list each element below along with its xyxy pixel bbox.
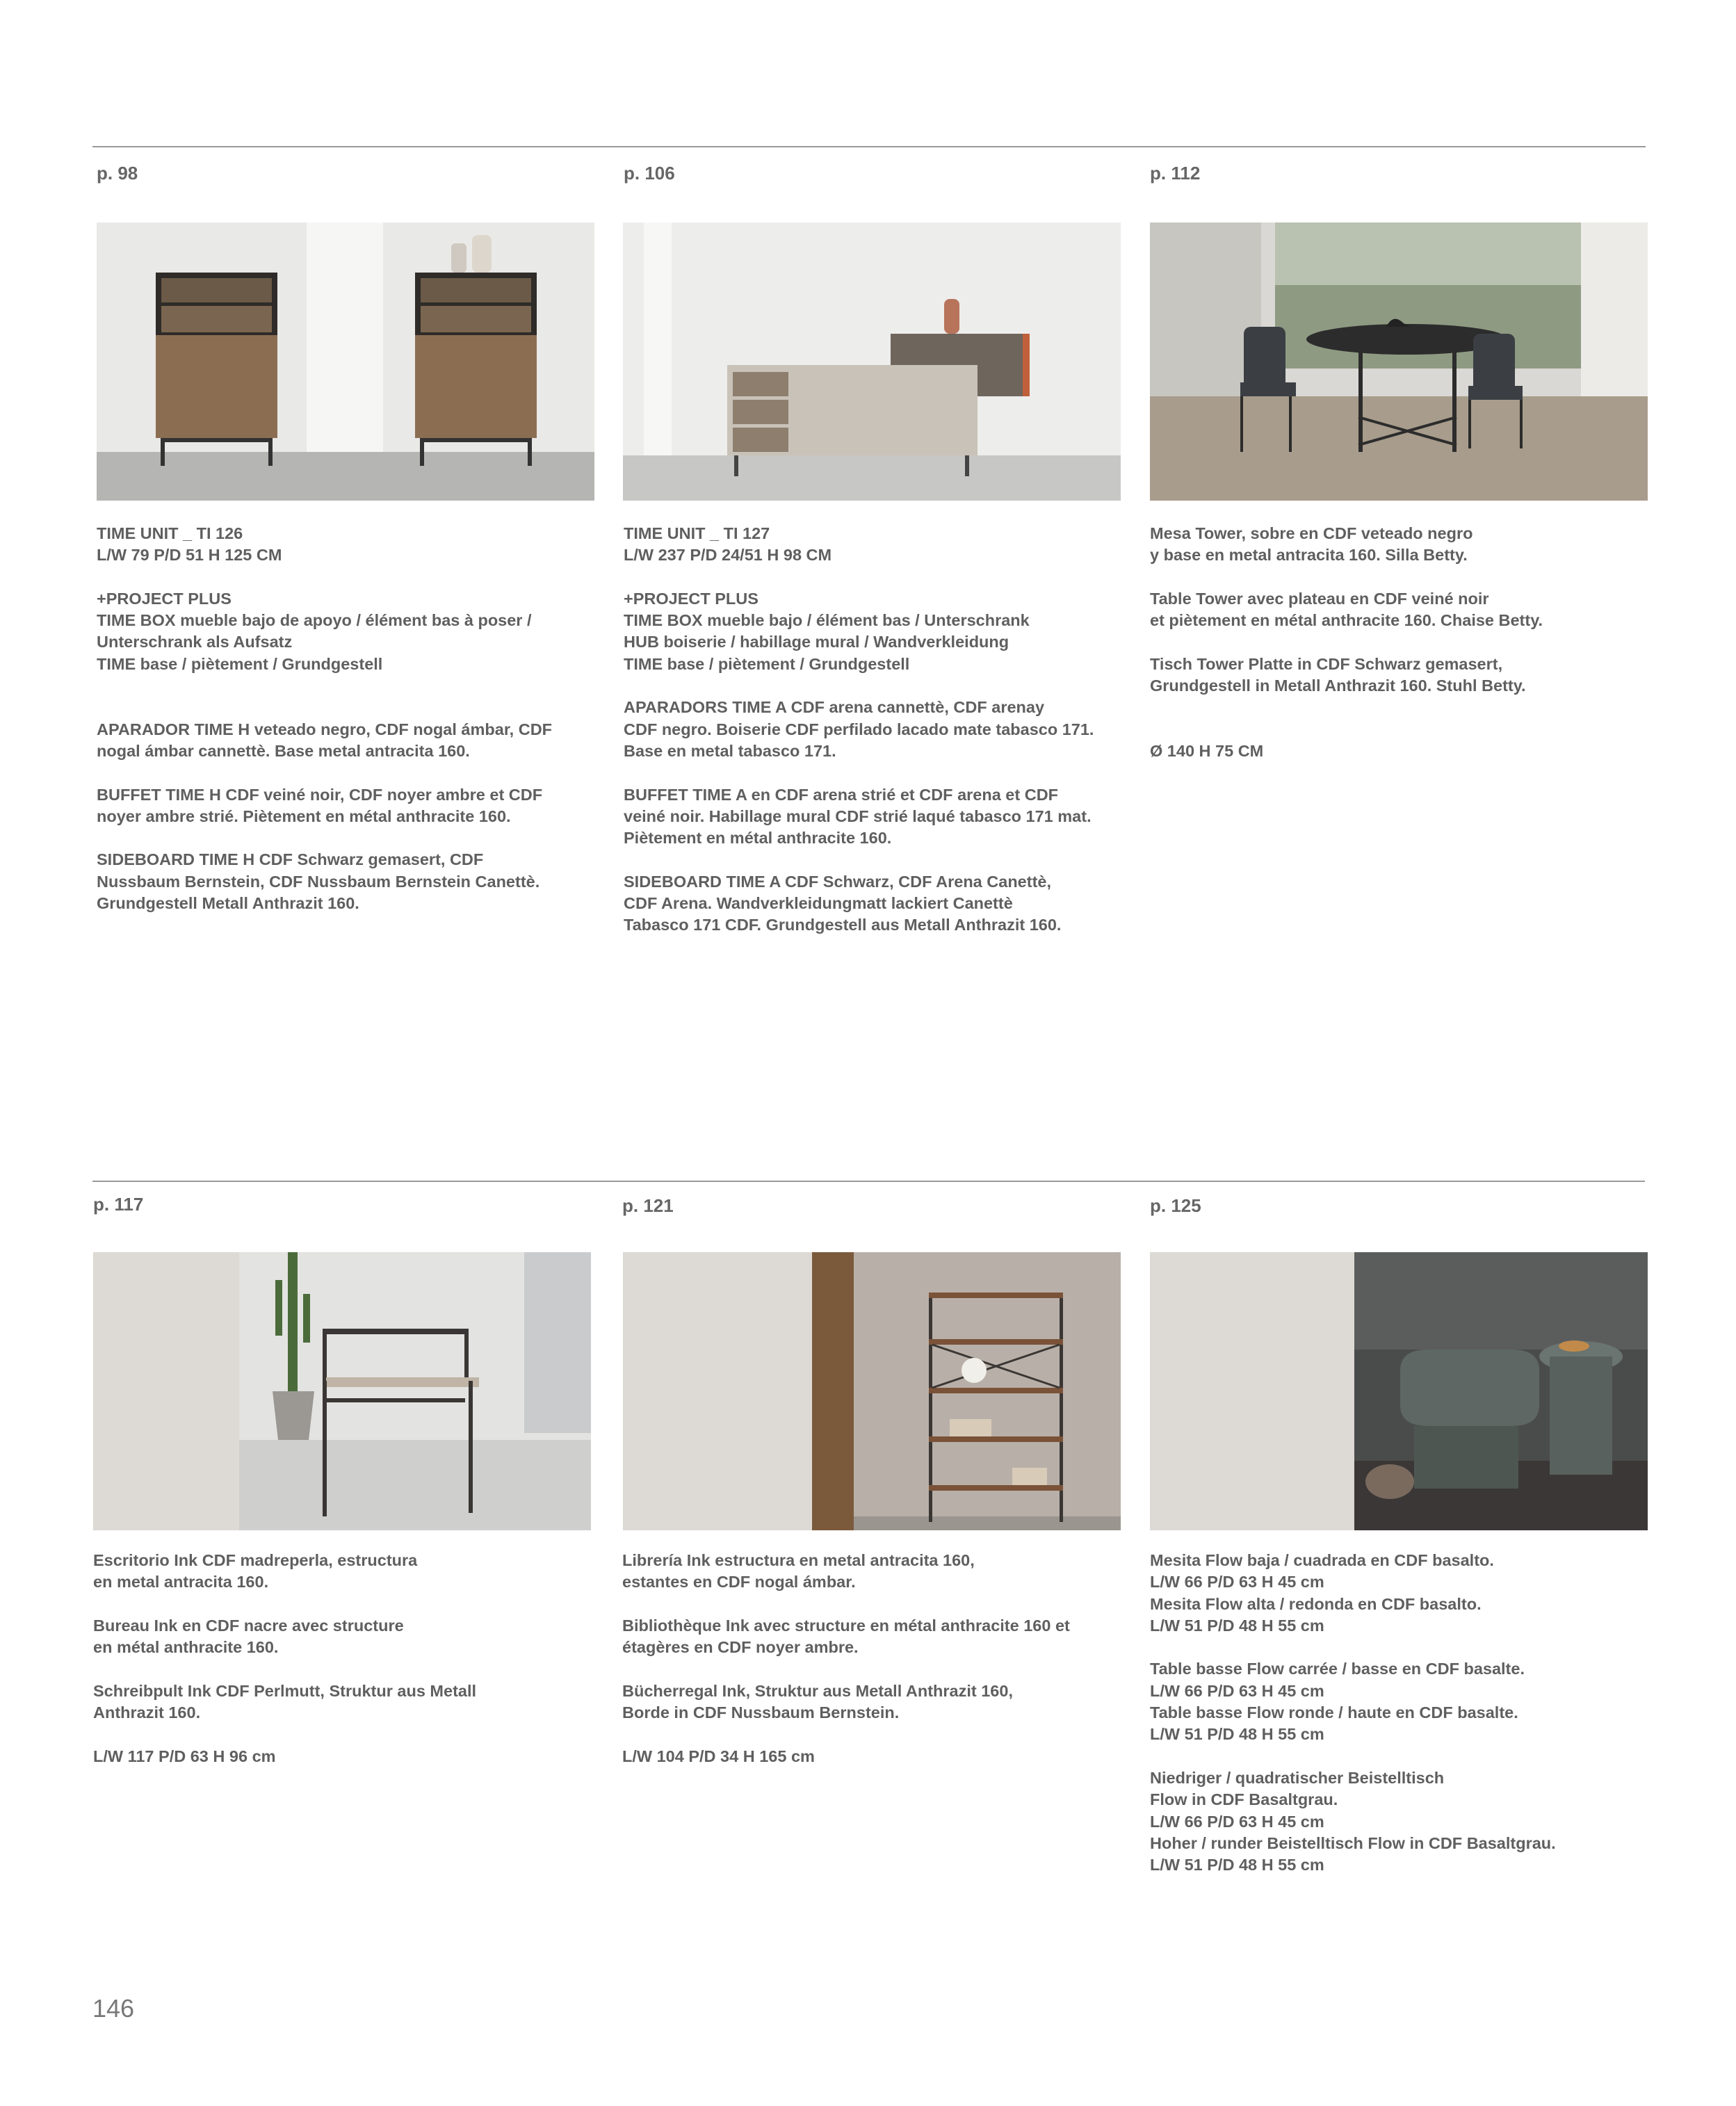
mesa-tower-illustration bbox=[1150, 222, 1648, 501]
time-unit-ti126-description: TIME UNIT _ TI 126 L/W 79 P/D 51 H 125 CM +PROJECT PLUS TIME BOX mueble bajo de apoyo / élément bas à poser / Unterschrank als Aufsatz TIME base / piètement / Grundgestell APARADOR TIME H veteado negro, CDF nogal ámbar, CDF nogal ámbar cannettè. Base metal antracita 160. BUFFET TIME H CDF veiné noir, CDF noyer ambre et CDF noyer ambre strié. Piètement en métal anthracite 160. SIDEBOARD TIME H CDF Schwarz gemasert, CDF Nussbaum Bernstein, CDF Nussbaum Bernstein Canettè. Grundgestell Metall Anthrazit 160. bbox=[97, 524, 553, 913]
mesita-flow-illustration bbox=[1150, 1252, 1648, 1530]
page-ref-125: p. 125 bbox=[1150, 1195, 1201, 1216]
top-divider-rule bbox=[92, 146, 1646, 147]
mesita-flow-description: Mesita Flow baja / cuadrada en CDF basalto. L/W 66 P/D 63 H 45 cm Mesita Flow alta / redonda en CDF basalto. L/W 51 P/D 48 H 55 cm Table basse Flow carrée / basse en CDF basalte. L/W 66 P/D 63 H 45 cm Table basse Flow ronde / haute en CDF basalte. L/W 51 P/D 48 H 55 cm Niedriger / quadratischer Beistelltisch Flow in CDF Basaltgrau. L/W 66 P/D 63 H 45 cm Hoher / runder Beistelltisch Flow in CDF Basaltgrau. L/W 51 P/D 48 H 55 cm bbox=[1150, 1551, 1556, 1874]
libreria-ink-illustration bbox=[623, 1252, 1121, 1530]
page-ref-98: p. 98 bbox=[97, 163, 138, 184]
libreria-ink-description: Librería Ink estructura en metal antracita 160, estantes en CDF nogal ámbar. Bibliothèque Ink avec structure en métal anthracite 160 et étagères en CDF noyer ambre. Bücherregal Ink, Struktur aus Metall Anthrazit 160, Borde in CDF Nussbaum Bernstein. L/W 104 P/D 34 H 165 cm bbox=[622, 1551, 1070, 1765]
time-unit-ti127-photo bbox=[623, 222, 1121, 501]
page-number: 146 bbox=[92, 1994, 135, 2023]
page-ref-121: p. 121 bbox=[622, 1195, 674, 1216]
page-ref-112: p. 112 bbox=[1150, 163, 1201, 184]
time-unit-ti127-description: TIME UNIT _ TI 127 L/W 237 P/D 24/51 H 98 CM +PROJECT PLUS TIME BOX mueble bajo / élément bas / Unterschrank HUB boiserie / habillage mural / Wandverkleidung TIME base / piètement / Grundgestell APARADORS TIME A CDF arena cannettè, CDF arenay CDF negro. Boiserie CDF perfilado lacado mate tabasco 171. Base en metal tabasco 171. BUFFET TIME A en CDF arena strié et CDF arena et CDF veiné noir. Habillage mural CDF strié laqué tabasco 171 mat. Piètement en métal anthracite 160. SIDEBOARD TIME A CDF Schwarz, CDF Arena Canettè, CDF Arena. Wandverkleidungmatt lackiert Canettè Tabasco 171 CDF. Grundgestell aus Metall Anthrazit 160. bbox=[624, 524, 1094, 934]
page-ref-106: p. 106 bbox=[624, 163, 675, 184]
page-ref-117: p. 117 bbox=[93, 1194, 144, 1215]
escritorio-ink-description: Escritorio Ink CDF madreperla, estructura en metal antracita 160. Bureau Ink en CDF nacre avec structure en métal anthracite 160. Schreibpult Ink CDF Perlmutt, Struktur aus Metall Anthrazit 160. L/W 117 P/D 63 H 96 cm bbox=[93, 1551, 477, 1765]
escritorio-ink-illustration bbox=[93, 1252, 591, 1530]
libreria-ink-photo bbox=[623, 1252, 1121, 1530]
mesa-tower-description: Mesa Tower, sobre en CDF veteado negro y base en metal antracita 160. Silla Betty. Table Tower avec plateau en CDF veiné noir et piètement en métal anthracite 160. Chaise Betty. Tisch Tower Platte in CDF Schwarz gemasert, Grundgestell in Metall Anthrazit 160. Stuhl Betty. Ø 140 H 75 CM bbox=[1150, 524, 1543, 760]
mesita-flow-photo bbox=[1150, 1252, 1648, 1530]
time-unit-ti127-illustration bbox=[623, 222, 1121, 501]
time-unit-ti126-photo bbox=[97, 222, 594, 501]
middle-divider-rule bbox=[92, 1181, 1645, 1182]
time-unit-ti126-illustration bbox=[97, 222, 594, 501]
escritorio-ink-photo bbox=[93, 1252, 591, 1530]
mesa-tower-photo bbox=[1150, 222, 1648, 501]
